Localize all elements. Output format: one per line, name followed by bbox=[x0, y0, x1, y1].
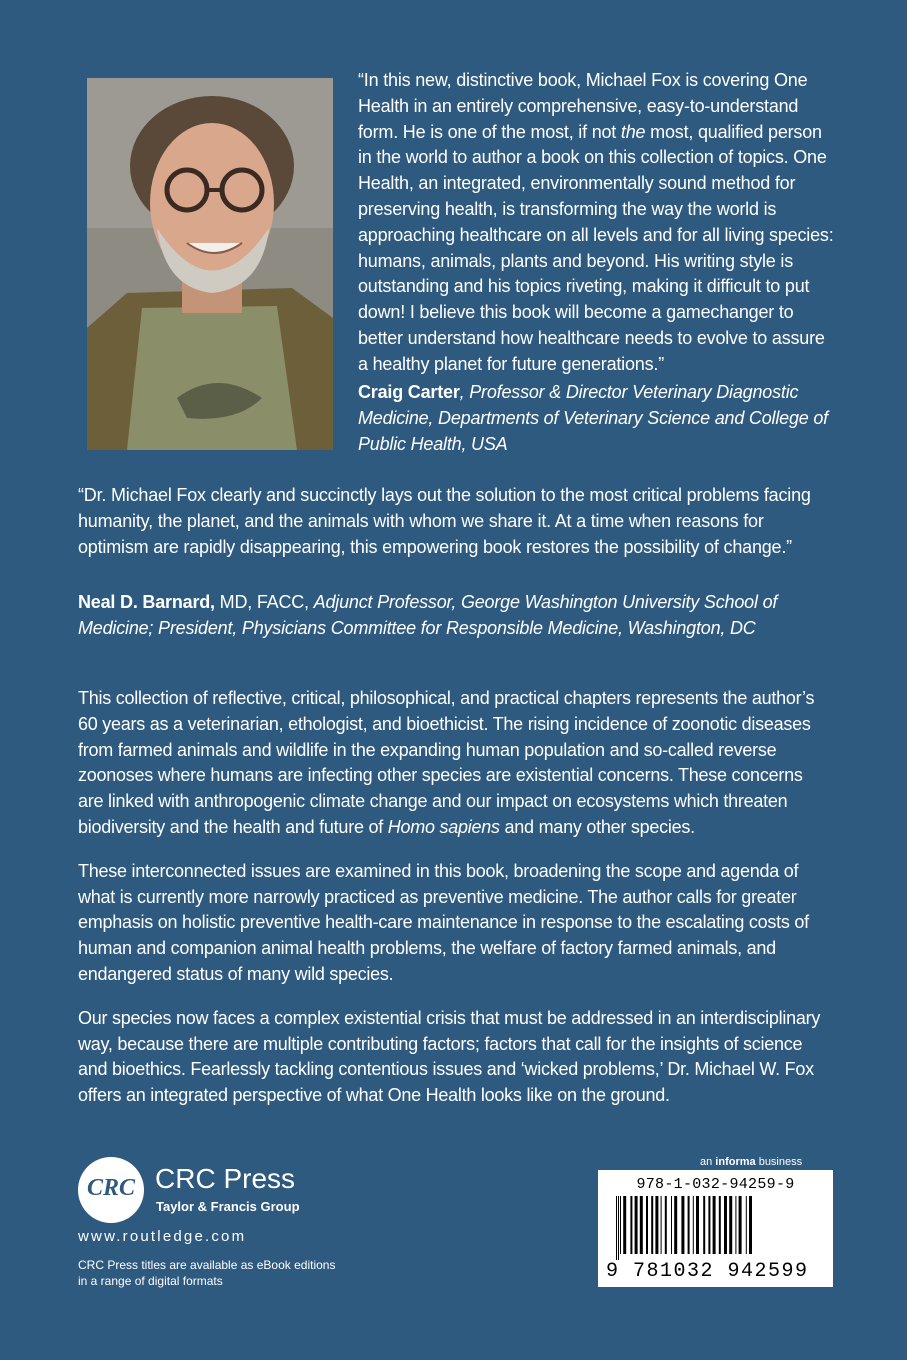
barcode-bar bbox=[646, 1196, 648, 1254]
crc-logo bbox=[78, 1157, 144, 1223]
informa-prefix: an bbox=[700, 1156, 716, 1168]
description-paragraph-1-emphasis: Homo sapiens bbox=[387, 816, 500, 837]
review-quote-2-attribution bbox=[78, 590, 828, 642]
description-paragraph-2: These interconnected issues are examined in this book, broadening the scope and agenda of what is currently more narrowly practiced as preventive medicine. The author calls for greater emphasis on holistic preventive health-care maintenance in response to the escalating costs of human and companion animal health problems, the welfare of factory farmed animals, and endangered status of many wild species. bbox=[78, 860, 809, 984]
book-description bbox=[78, 686, 830, 1127]
review-quote-1 bbox=[358, 68, 838, 378]
author-portrait-illustration bbox=[87, 78, 333, 450]
description-paragraph-1-post: and many other species. bbox=[499, 816, 695, 837]
informa-suffix: business bbox=[755, 1156, 803, 1168]
description-paragraph-3: Our species now faces a complex existential crisis that must be addressed in an interdisciplinary way, because there are multiple contributing factors; factors that call for the insights of science and bioethics. Fearlessly tackling contentious issues and ‘wicked problems,’ Dr. Michael W. Fox offers an integrated perspective of what One Health looks like on the ground. bbox=[78, 1007, 821, 1106]
crc-logo-text: CRC bbox=[86, 1175, 136, 1201]
barcode-bar bbox=[651, 1196, 653, 1254]
isbn-digits: 9 781032 942599 bbox=[606, 1260, 809, 1283]
barcode-bar bbox=[739, 1196, 742, 1254]
barcode-bar bbox=[688, 1196, 690, 1254]
barcode-bar bbox=[665, 1196, 667, 1254]
publisher-website[interactable]: www.routledge.com bbox=[78, 1228, 247, 1245]
review-quote-2: “Dr. Michael Fox clearly and succinctly lays out the solution to the most critical problems facing humanity, the planet, and the animals with whom we share it. At a time when reasons for optimism are rapidly disappearing, this empowering book restores the possibility of change.” bbox=[78, 485, 811, 557]
barcode-bar bbox=[703, 1196, 705, 1254]
barcode-bar bbox=[708, 1196, 710, 1254]
barcode-bar bbox=[696, 1196, 699, 1254]
barcode-bar bbox=[749, 1196, 752, 1254]
barcode-bar bbox=[635, 1196, 638, 1254]
informa-brand: informa bbox=[715, 1156, 756, 1168]
isbn-barcode bbox=[598, 1170, 833, 1287]
reviewer-1-affiliation: , Professor & Director Veterinary Diagnostic Medicine, Departments of Veterinary Science and College of Public Health, USA bbox=[358, 382, 828, 454]
reviewer-2-credentials: MD, FACC, bbox=[214, 592, 314, 612]
barcode-bar bbox=[618, 1196, 619, 1260]
publisher-name: CRC Press bbox=[155, 1163, 296, 1194]
barcode-bar bbox=[724, 1196, 727, 1254]
barcode-bar bbox=[693, 1196, 694, 1254]
barcode-bar bbox=[735, 1196, 736, 1254]
barcode-bar bbox=[661, 1196, 662, 1254]
barcode-bar bbox=[655, 1196, 658, 1254]
barcode-bar bbox=[616, 1196, 617, 1260]
barcode-bar bbox=[719, 1196, 721, 1254]
barcode-bar bbox=[713, 1196, 716, 1254]
barcode-bar bbox=[674, 1196, 677, 1254]
barcode-bar bbox=[729, 1196, 732, 1254]
isbn-text: 978-1-032-94259-9 bbox=[636, 1176, 795, 1193]
barcode-bar bbox=[620, 1196, 621, 1254]
review-quote-1-text-post: most, qualified person in the world to author a book on this collection of topics. One Health, an integrated, environmentally sound method for preserving health, is transforming the way the world is approaching healthcare on all levels and for all living species: humans, animals, plants and beyond. His writing style is outstanding and his topics riveting, making it difficult to put down! I believe this book will become a gamechanger to better understand how healthcare needs to evolve to assure a healthy planet for future generations.” bbox=[358, 121, 834, 374]
barcode-bars bbox=[616, 1196, 816, 1260]
informa-tagline bbox=[700, 1155, 802, 1169]
barcode-bar bbox=[671, 1196, 672, 1254]
barcode-bar bbox=[681, 1196, 684, 1254]
ebook-availability-note: CRC Press titles are available as eBook editions in a range of digital formats bbox=[78, 1258, 336, 1288]
barcode-bar bbox=[623, 1196, 626, 1254]
author-photo bbox=[87, 78, 333, 450]
publisher-group: Taylor & Francis Group bbox=[156, 1199, 300, 1214]
review-quote-1-emphasis: the bbox=[620, 121, 646, 142]
description-paragraph-1 bbox=[78, 686, 830, 841]
description-paragraph-1-pre: This collection of reflective, critical, philosophical, and practical chapters represents the author’s 60 years as a veterinarian, ethologist, and bioethicist. The rising incidence of zoonotic diseases from farmed animals and wildlife in the expanding human population and so-called reverse zoonoses where humans are infecting other species are existential concerns. These concerns are linked with anthropogenic climate change and our impact on ecosystems which threaten biodiversity and the health and future of bbox=[78, 688, 815, 837]
reviewer-2-name: Neal D. Barnard, bbox=[78, 592, 215, 612]
reviewer-2-affiliation: Adjunct Professor, George Washington University School of Medicine; President, Physicians Committee for Responsible Medicine, Washington, DC bbox=[78, 592, 778, 638]
barcode-bar bbox=[746, 1196, 747, 1254]
reviewer-1-name: Craig Carter bbox=[358, 382, 460, 402]
barcode-bar bbox=[640, 1196, 643, 1254]
review-quote-1-text-pre: “In this new, distinctive book, Michael Fox is covering One Health in an entirely comprehensive, easy-to-understand form. He is one of the most, if not bbox=[358, 70, 808, 142]
review-quote-1-attribution bbox=[358, 380, 838, 457]
barcode-bar bbox=[630, 1196, 632, 1254]
